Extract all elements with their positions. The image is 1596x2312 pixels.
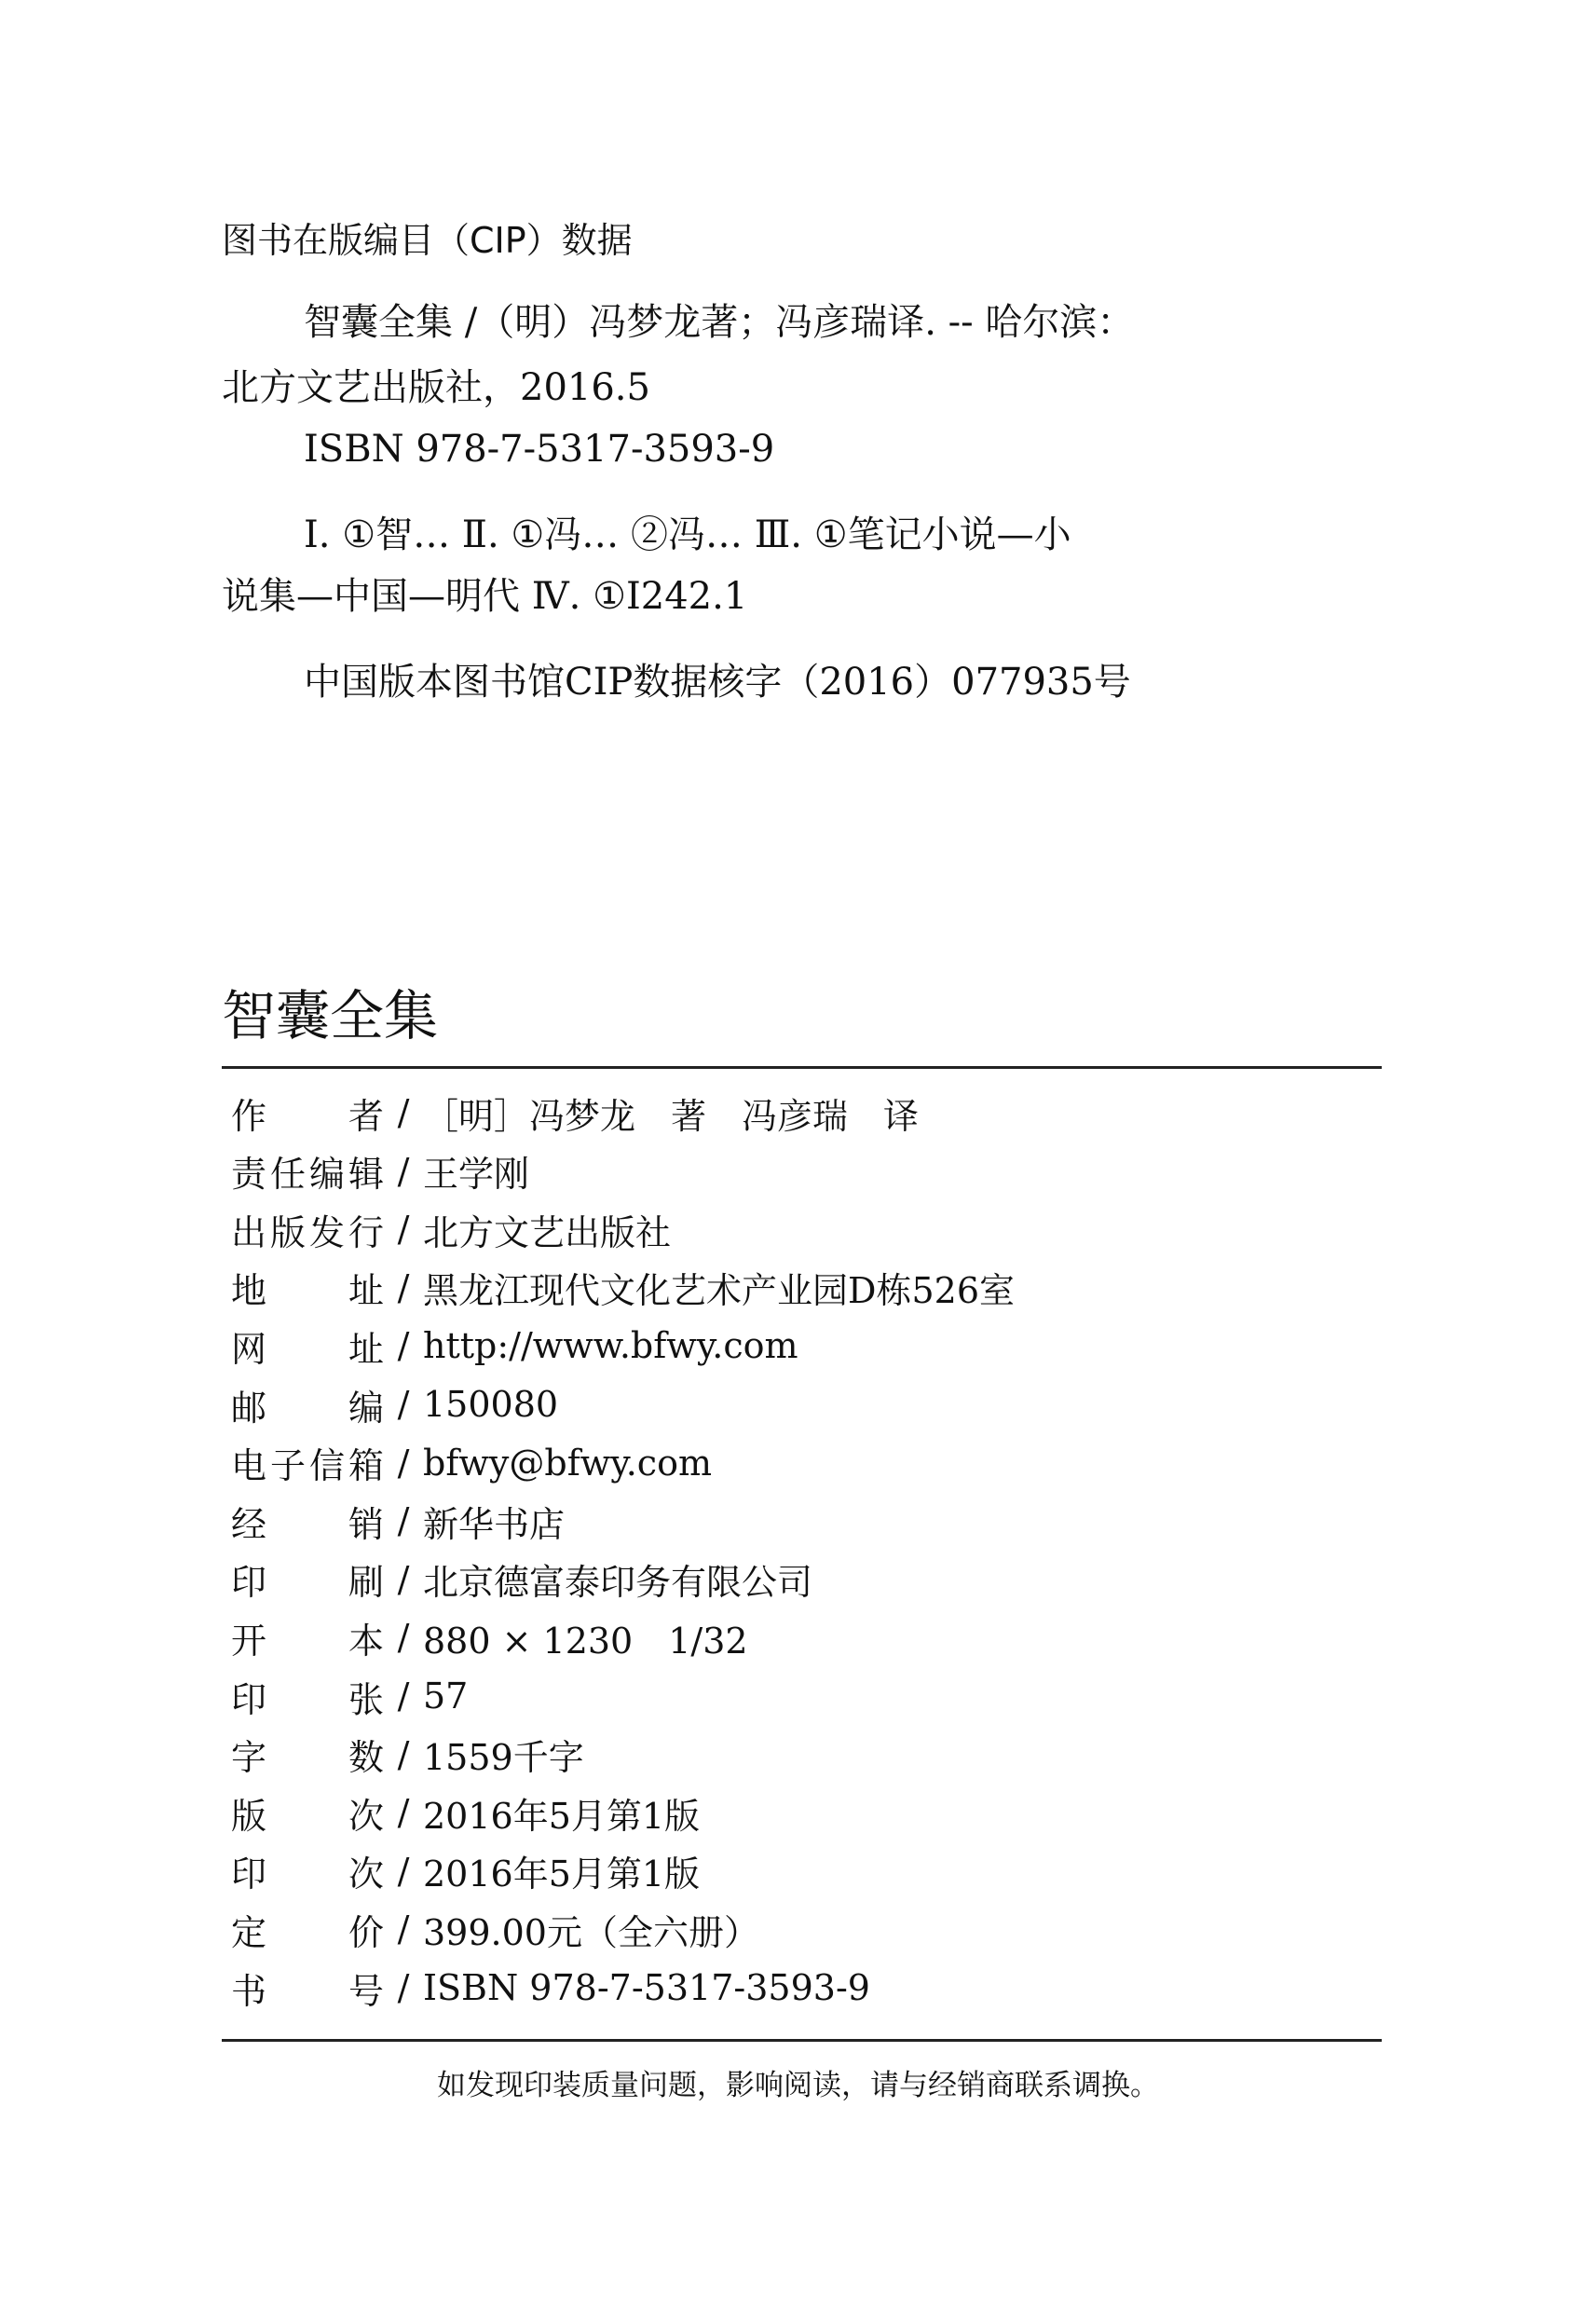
detail-label-char: 次: [348, 1854, 384, 1895]
detail-separator: /: [397, 1617, 410, 1659]
detail-row: [231, 1608, 748, 1666]
detail-label: [231, 1671, 384, 1722]
detail-separator: /: [397, 1442, 410, 1484]
detail-row: [231, 1142, 529, 1200]
detail-label-char: 网: [231, 1328, 267, 1370]
detail-row: [231, 1200, 671, 1258]
detail-label: [231, 1787, 384, 1839]
detail-label-char: 辑: [348, 1154, 384, 1196]
detail-row: [231, 1784, 700, 1841]
cip-line-publisher: 北方文艺出版社，2016.5: [222, 366, 650, 409]
cip-heading: 图书在版编目（CIP）数据: [222, 220, 633, 261]
detail-row: [231, 1375, 558, 1433]
detail-value: 399.00元（全六册）: [423, 1911, 759, 1953]
detail-label: [231, 1204, 384, 1255]
detail-label-char: 编: [348, 1387, 384, 1429]
detail-label: [231, 1145, 384, 1197]
detail-value: ［明］冯梦龙 著 冯彦瑞 译: [423, 1095, 920, 1137]
detail-label: [231, 1553, 384, 1605]
detail-row: [231, 1259, 1015, 1317]
detail-label-char: 本: [348, 1620, 384, 1662]
footer-note: 如发现印装质量问题，影响阅读，请与经销商联系调换。: [437, 2069, 1159, 2102]
detail-label-char: 版: [269, 1211, 306, 1253]
detail-label-char: 版: [231, 1795, 267, 1837]
detail-value: 北京德富泰印务有限公司: [423, 1562, 813, 1604]
detail-value: 2016年5月第1版: [423, 1854, 701, 1895]
detail-separator: /: [397, 1850, 410, 1892]
detail-separator: /: [397, 1733, 410, 1775]
detail-separator: /: [397, 1092, 410, 1133]
bottom-divider: [222, 2039, 1382, 2042]
detail-label-char: 邮: [231, 1387, 267, 1429]
detail-value: 1559千字: [423, 1737, 584, 1779]
detail-label-char: 印: [231, 1678, 267, 1720]
detail-value: 新华书店: [423, 1503, 566, 1545]
detail-value: 57: [423, 1676, 469, 1717]
detail-label: [231, 1845, 384, 1896]
cip-line-classification-2: 说集—中国—明代 Ⅳ. ①I242.1: [222, 575, 748, 618]
detail-label-char: 出: [231, 1211, 267, 1253]
detail-label: [231, 1088, 384, 1139]
detail-separator: /: [397, 1558, 410, 1600]
cip-line-title: 智囊全集 /（明）冯梦龙著；冯彦瑞译. -- 哈尔滨：: [304, 301, 1135, 344]
detail-separator: /: [397, 1676, 410, 1717]
detail-row: [231, 1959, 870, 2017]
detail-label-char: 书: [231, 1970, 267, 2012]
detail-label-char: 号: [348, 1970, 384, 2012]
detail-label: [231, 1729, 384, 1780]
detail-label-char: 开: [231, 1620, 267, 1662]
cip-line-classification-1: Ⅰ. ①智… Ⅱ. ①冯… ②冯… Ⅲ. ①笔记小说—小: [304, 513, 1071, 556]
detail-label-char: 刷: [348, 1562, 384, 1604]
detail-separator: /: [397, 1266, 410, 1308]
detail-label-char: 地: [231, 1270, 267, 1312]
detail-value: 150080: [423, 1384, 559, 1425]
detail-label-char: 次: [348, 1795, 384, 1837]
detail-separator: /: [397, 1792, 410, 1834]
detail-row: [231, 1317, 798, 1375]
detail-label-char: 行: [348, 1211, 384, 1253]
detail-label: [231, 1437, 384, 1488]
detail-label: [231, 1963, 384, 2014]
detail-label: [231, 1379, 384, 1430]
detail-label-char: 址: [348, 1328, 384, 1370]
detail-row: [231, 1900, 759, 1958]
detail-label-char: 箱: [348, 1445, 384, 1487]
detail-row: [231, 1492, 565, 1550]
detail-label: [231, 1320, 384, 1372]
detail-separator: /: [397, 1384, 410, 1425]
detail-label-char: 发: [308, 1211, 345, 1253]
cip-line-isbn: ISBN 978-7-5317-3593-9: [304, 428, 775, 471]
detail-value: ISBN 978-7-5317-3593-9: [423, 1967, 870, 2008]
detail-label-char: 子: [269, 1445, 306, 1487]
detail-value: bfwy@bfwy.com: [423, 1442, 712, 1484]
detail-value: 王学刚: [423, 1154, 530, 1196]
detail-label-char: 电: [231, 1445, 267, 1487]
detail-label-char: 印: [231, 1562, 267, 1604]
detail-separator: /: [397, 1500, 410, 1542]
detail-row: [231, 1434, 712, 1492]
detail-label: [231, 1262, 384, 1313]
detail-label-char: 定: [231, 1911, 267, 1953]
detail-label-char: 责: [231, 1154, 267, 1196]
detail-separator: /: [397, 1908, 410, 1950]
detail-label-char: 价: [348, 1911, 384, 1953]
detail-value: http://www.bfwy.com: [423, 1325, 798, 1367]
detail-separator: /: [397, 1150, 410, 1192]
top-divider: [222, 1066, 1382, 1069]
detail-label-char: 者: [348, 1095, 384, 1137]
detail-label: [231, 1496, 384, 1547]
detail-label-char: 经: [231, 1503, 267, 1545]
detail-label: [231, 1904, 384, 1955]
detail-label-char: 数: [348, 1737, 384, 1779]
detail-label: [231, 1612, 384, 1663]
detail-separator: /: [397, 1209, 410, 1251]
detail-label-char: 印: [231, 1854, 267, 1895]
detail-separator: /: [397, 1325, 410, 1367]
detail-label-char: 字: [231, 1737, 267, 1779]
detail-row: [231, 1551, 812, 1608]
detail-value: 黑龙江现代文化艺术产业园D栋526室: [423, 1270, 1015, 1312]
detail-row: [231, 1084, 919, 1142]
cip-line-record-number: 中国版本图书馆CIP数据核字（2016）077935号: [304, 661, 1131, 704]
detail-value: 2016年5月第1版: [423, 1795, 701, 1837]
detail-row: [231, 1842, 700, 1900]
detail-separator: /: [397, 1967, 410, 2008]
detail-label-char: 编: [308, 1154, 345, 1196]
detail-row: [231, 1726, 584, 1784]
detail-value: 880 × 1230 1/32: [423, 1620, 748, 1662]
detail-value: 北方文艺出版社: [423, 1211, 672, 1253]
detail-label-char: 作: [231, 1095, 267, 1137]
detail-label-char: 信: [308, 1445, 345, 1487]
detail-label-char: 址: [348, 1270, 384, 1312]
book-title: 智囊全集: [222, 984, 439, 1047]
detail-label-char: 销: [348, 1503, 384, 1545]
detail-label-char: 张: [348, 1678, 384, 1720]
detail-label-char: 任: [269, 1154, 306, 1196]
detail-row: [231, 1667, 468, 1725]
